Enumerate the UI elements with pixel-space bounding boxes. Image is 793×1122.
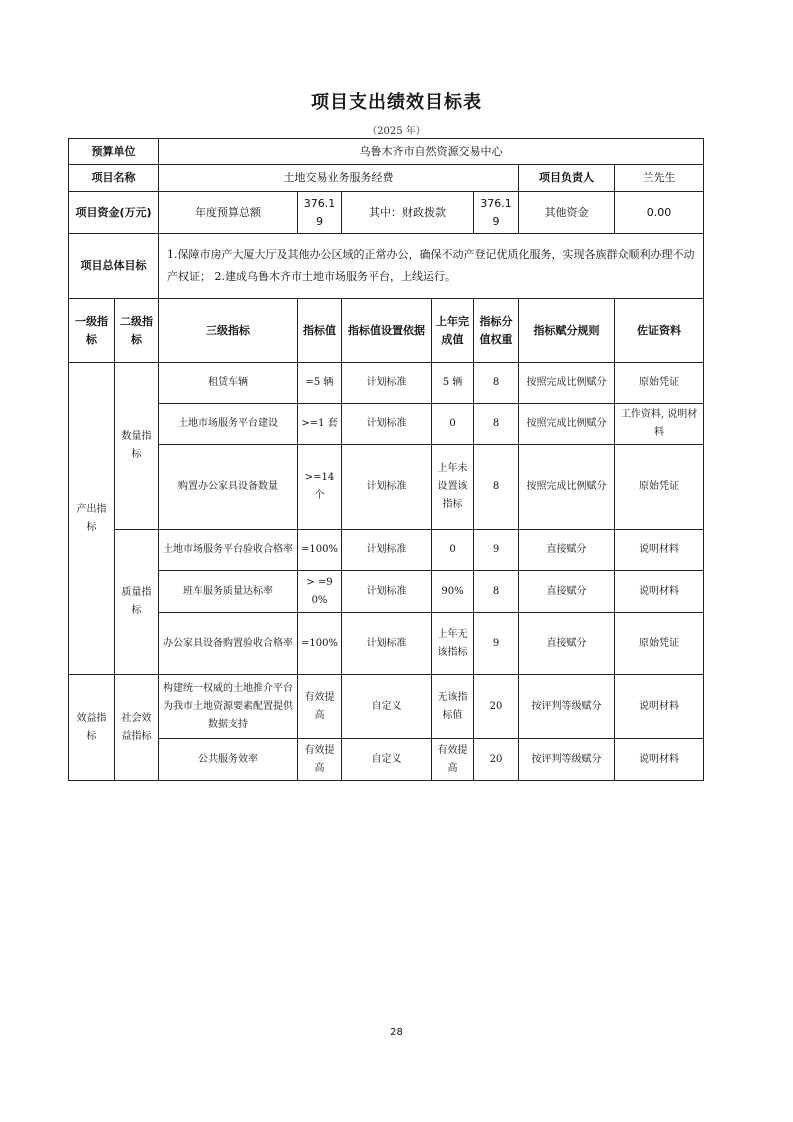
row-basis: 计划标准 [342,613,432,675]
page-title: 项目支出绩效目标表 [311,92,482,113]
row-indicator: 构建统一权威的土地推介平台为我市土地资源要素配置提供数据支持 [159,675,298,739]
row-weight: 8 [474,363,519,404]
group-quantity: 数量指标 [115,363,159,530]
header-row [69,299,704,363]
row-basis: 自定义 [342,739,432,781]
project-name-label: 项目名称 [69,165,159,192]
table-row [69,613,704,675]
row-indicator: 土地市场服务平台建设 [159,404,298,445]
budget-unit-value: 乌鲁木齐市自然资源交易中心 [159,139,704,165]
header-rule: 指标赋分规则 [519,299,615,363]
row-rule: 按照完成比例赋分 [519,404,615,445]
group-benefit: 效益指标 [69,675,115,781]
other-funds-label: 其他资金 [519,192,615,234]
row-value: =100% [298,613,342,675]
row-value: > =90% [298,571,342,613]
table-row [69,404,704,445]
row-basis: 计划标准 [342,571,432,613]
row-basis: 计划标准 [342,404,432,445]
row-last-year: 有效提高 [432,739,474,781]
row-rule: 按照完成比例赋分 [519,363,615,404]
row-rule: 直接赋分 [519,571,615,613]
project-leader-value: 兰先生 [615,165,704,192]
row-last-year: 5 辆 [432,363,474,404]
row-indicator: 购置办公家具设备数量 [159,445,298,530]
row-rule: 直接赋分 [519,613,615,675]
header-level2: 二级指标 [115,299,159,363]
budget-unit-row [69,139,704,165]
row-rule: 按评判等级赋分 [519,739,615,781]
row-weight: 8 [474,445,519,530]
row-weight: 9 [474,613,519,675]
fiscal-value: 376.19 [474,192,519,234]
row-basis: 自定义 [342,675,432,739]
row-last-year: 90% [432,571,474,613]
other-funds-value: 0.00 [615,192,704,234]
row-rule: 按评判等级赋分 [519,675,615,739]
header-weight: 指标分值权重 [474,299,519,363]
group-quality: 质量指标 [115,530,159,675]
row-value: =5 辆 [298,363,342,404]
group-output: 产出指标 [69,363,115,675]
fiscal-label: 其中：财政拨款 [342,192,474,234]
performance-target-table [68,138,704,781]
project-leader-label: 项目负责人 [519,165,615,192]
row-value: >=1 套 [298,404,342,445]
row-evidence: 原始凭证 [615,613,704,675]
overall-goal-label: 项目总体目标 [69,234,159,299]
year-label: （2025 年） [367,126,426,137]
row-basis: 计划标准 [342,445,432,530]
row-indicator: 土地市场服务平台验收合格率 [159,530,298,571]
row-value: 有效提高 [298,739,342,781]
table-row [69,571,704,613]
row-rule: 按照完成比例赋分 [519,445,615,530]
row-indicator: 公共服务效率 [159,739,298,781]
row-value: >=14 个 [298,445,342,530]
row-indicator: 办公家具设备购置验收合格率 [159,613,298,675]
row-last-year: 上年未设置该指标 [432,445,474,530]
row-last-year: 0 [432,404,474,445]
header-last-year: 上年完成值 [432,299,474,363]
table-row [69,739,704,781]
overall-goal-text: 1.保障市房产大厦大厅及其他办公区域的正常办公，确保不动产登记优质化服务，实现各族群众顺利办理不动产权证； 2.建成乌鲁木齐市土地市场服务平台，上线运行。 [159,234,704,299]
row-evidence: 说明材料 [615,530,704,571]
row-rule: 直接赋分 [519,530,615,571]
table-row [69,675,704,739]
row-evidence: 工作资料, 说明材料 [615,404,704,445]
row-evidence: 说明材料 [615,739,704,781]
header-basis: 指标值设置依据 [342,299,432,363]
header-level1: 一级指标 [69,299,115,363]
page-number: 28 [390,1027,403,1038]
row-value: =100% [298,530,342,571]
header-evidence: 佐证资料 [615,299,704,363]
header-value: 指标值 [298,299,342,363]
overall-goal-row [69,234,704,299]
row-indicator: 班车服务质量达标率 [159,571,298,613]
row-basis: 计划标准 [342,530,432,571]
row-weight: 20 [474,675,519,739]
row-last-year: 上年无该指标 [432,613,474,675]
row-evidence: 说明材料 [615,675,704,739]
row-weight: 20 [474,739,519,781]
row-weight: 8 [474,404,519,445]
funds-row [69,192,704,234]
project-name-row [69,165,704,192]
table-row [69,530,704,571]
budget-unit-label: 预算单位 [69,139,159,165]
row-weight: 8 [474,571,519,613]
row-basis: 计划标准 [342,363,432,404]
header-level3: 三级指标 [159,299,298,363]
row-evidence: 原始凭证 [615,445,704,530]
row-indicator: 租赁车辆 [159,363,298,404]
funds-label: 项目资金(万元) [69,192,159,234]
row-last-year: 无该指标值 [432,675,474,739]
annual-budget-value: 376.19 [298,192,342,234]
row-last-year: 0 [432,530,474,571]
row-value: 有效提高 [298,675,342,739]
table-row [69,445,704,530]
group-social: 社会效益指标 [115,675,159,781]
table-row [69,363,704,404]
annual-budget-label: 年度预算总额 [159,192,298,234]
project-name-value: 土地交易业务服务经费 [159,165,519,192]
row-evidence: 原始凭证 [615,363,704,404]
row-weight: 9 [474,530,519,571]
row-evidence: 说明材料 [615,571,704,613]
